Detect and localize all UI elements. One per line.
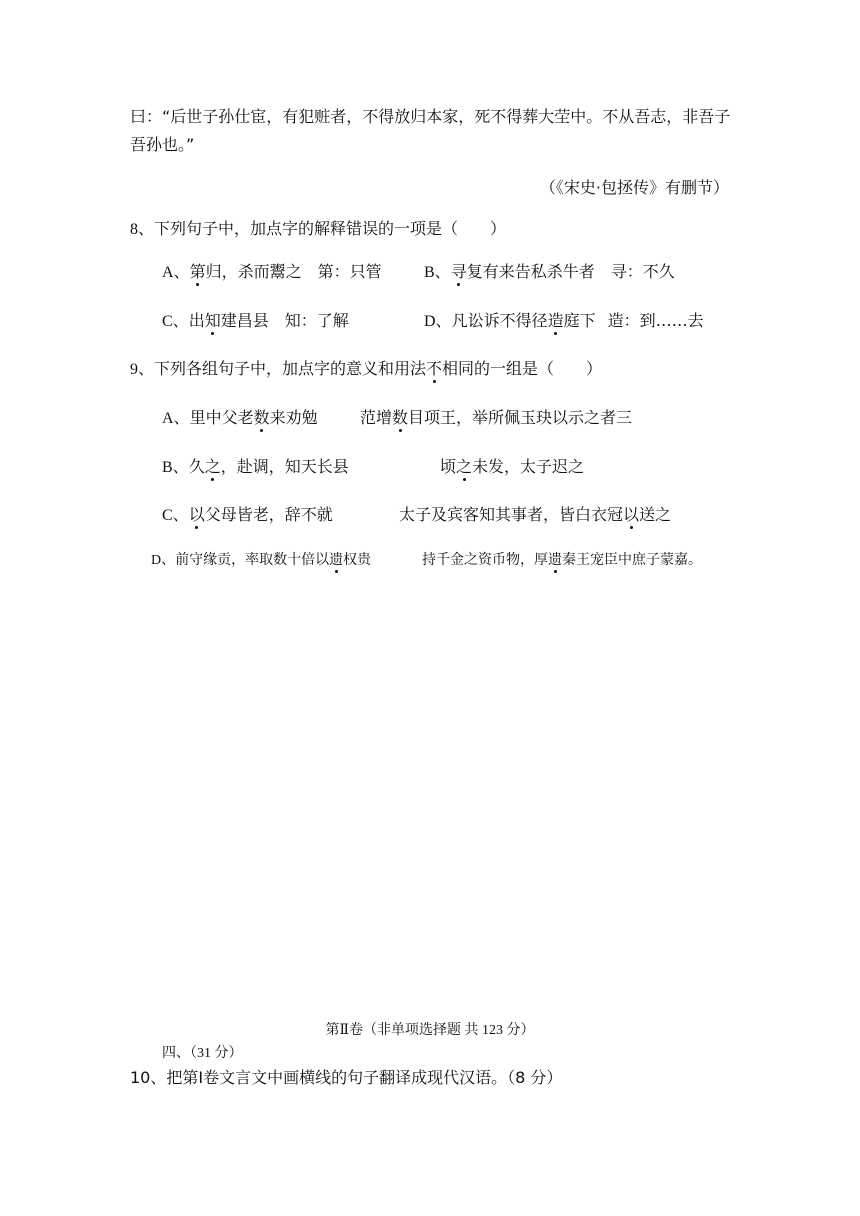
option-post: 复有来告私杀牛者 bbox=[466, 262, 595, 281]
sentence-post: 送之 bbox=[639, 505, 672, 524]
option-gloss: 知：了解 bbox=[284, 311, 349, 330]
option-post: 庭下 bbox=[563, 311, 596, 330]
option-pre: 凡讼诉不得径 bbox=[451, 311, 548, 330]
passage-line-1: 曰：“后世子孙仕宦，有犯赃者，不得放归本家，死不得葬大茔中。不从吾志，非吾子 bbox=[130, 107, 731, 126]
part2-heading: 第Ⅱ卷（非单项选择题 共 123 分） bbox=[325, 1023, 535, 1038]
dotted-char: 数 bbox=[253, 408, 270, 427]
dotted-char: 第 bbox=[189, 262, 206, 281]
dotted-char: 遗 bbox=[329, 553, 344, 568]
sentence-post: 来劝勉 bbox=[269, 408, 318, 427]
sentence-pre: 太子及宾客知其事者，皆白衣冠 bbox=[399, 505, 624, 524]
q9-answer-blank: （ ） bbox=[538, 359, 603, 378]
q9-stem bbox=[130, 359, 602, 380]
option-label: A、 bbox=[162, 264, 190, 281]
dotted-char: 不 bbox=[426, 359, 443, 378]
dotted-char: 数 bbox=[392, 408, 409, 427]
dotted-char: 造 bbox=[547, 311, 564, 330]
option-gloss: 寻：不久 bbox=[610, 262, 675, 281]
dotted-char: 知 bbox=[204, 311, 221, 330]
option-label: C、 bbox=[162, 507, 189, 524]
sentence-pre: 前守缘贡，率取数十倍以 bbox=[175, 553, 330, 568]
sentence-post: 权贵 bbox=[343, 553, 372, 568]
passage-line-2: 吾孙也。” bbox=[130, 135, 195, 154]
q9-option-a-s2 bbox=[360, 408, 632, 428]
option-label: B、 bbox=[424, 264, 451, 281]
dotted-char: 以 bbox=[188, 505, 205, 524]
sentence-post: 秦王宠臣中庶子蒙嘉。 bbox=[562, 553, 702, 568]
option-label: B、 bbox=[162, 459, 189, 476]
sentence-post: 父母皆老，辞不就 bbox=[204, 505, 333, 524]
q8-option-c bbox=[162, 311, 349, 332]
q8-stem bbox=[130, 219, 506, 240]
q9-option-b-s1 bbox=[162, 457, 349, 478]
q8-stem-text: 8、下列句子中，加点字的解释错误的一项是 bbox=[130, 221, 443, 238]
option-label: D、 bbox=[424, 313, 452, 330]
dotted-char: 之 bbox=[456, 457, 473, 476]
q9-stem-text: 9、下列各组句子中，加点字的意义和用法 bbox=[130, 361, 427, 378]
sentence-post: ，赴调，知天长县 bbox=[220, 457, 349, 476]
dotted-char: 之 bbox=[204, 457, 221, 476]
option-gloss: 造：到……去 bbox=[607, 311, 704, 330]
q9-option-d-s1 bbox=[151, 551, 371, 571]
dotted-char: 寻 bbox=[450, 262, 467, 281]
q9-option-d-s2 bbox=[422, 551, 702, 571]
sentence-post: 目项王，举所佩玉玦以示之者三 bbox=[408, 408, 633, 427]
option-post: 建昌县 bbox=[220, 311, 269, 330]
q8-option-b bbox=[424, 262, 675, 283]
q10-stem: 10、把第Ⅰ卷文言文中画横线的句子翻译成现代汉语。（8 分） bbox=[130, 1068, 563, 1087]
option-label: D、 bbox=[151, 553, 176, 568]
sentence-pre: 久 bbox=[188, 457, 205, 476]
q9-option-b-s2 bbox=[440, 457, 584, 477]
q8-option-a bbox=[162, 262, 382, 283]
sentence-pre: 范增 bbox=[360, 408, 393, 427]
option-gloss: 第：只管 bbox=[317, 262, 382, 281]
q8-answer-blank: （ ） bbox=[442, 219, 507, 238]
sentence-pre: 顷 bbox=[440, 457, 457, 476]
sentence-pre: 里中父老 bbox=[189, 408, 254, 427]
option-pre: 出 bbox=[188, 311, 205, 330]
q9-option-a-s1 bbox=[162, 408, 318, 429]
option-label: A、 bbox=[162, 410, 190, 427]
passage-source: （《宋史·包拯传》有删节） bbox=[539, 178, 729, 197]
dotted-char: 遗 bbox=[548, 553, 562, 568]
option-post: 归，杀而鬻之 bbox=[205, 262, 302, 281]
q9-option-c-s1 bbox=[162, 505, 333, 526]
option-label: C、 bbox=[162, 313, 189, 330]
sentence-post: 未发，太子迟之 bbox=[472, 457, 585, 476]
q8-option-d bbox=[424, 311, 704, 332]
dotted-char: 以 bbox=[623, 505, 640, 524]
q9-option-c-s2 bbox=[399, 505, 671, 525]
q9-stem-text-after: 相同的一组是 bbox=[442, 359, 539, 378]
sentence-pre: 持千金之资币物，厚 bbox=[422, 553, 548, 568]
section-four-heading: 四、（31 分） bbox=[162, 1046, 243, 1061]
